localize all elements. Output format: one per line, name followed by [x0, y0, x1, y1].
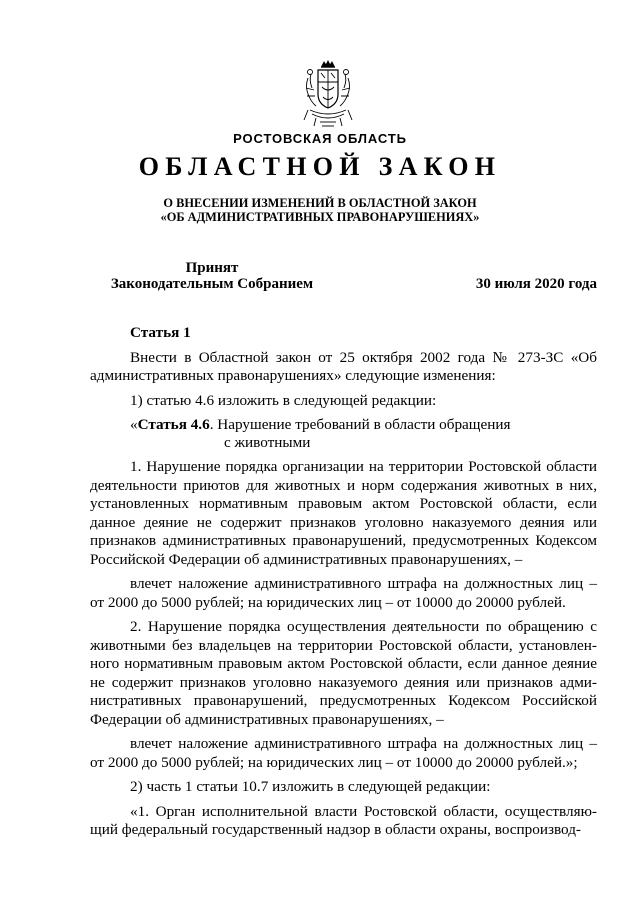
- adopted-label: Принят: [185, 260, 239, 276]
- penalty-2: влечет наложение административного штрафа на должностных лиц – от 2000 до 5000 рублей; на юридических лиц – от 10000 до 20000 рублей.»;: [90, 735, 597, 771]
- subtitle-line-2: «ОБ АДМИНИСТРАТИВНЫХ ПРАВОНАРУШЕНИЯХ»: [160, 210, 480, 224]
- adoption-block: [92, 260, 332, 292]
- article-heading: Статья 1: [130, 324, 191, 341]
- adoption-date: 30 июля 2020 года: [475, 276, 597, 292]
- law-subtitle: [0, 196, 640, 224]
- document-type-title: ОБЛАСТНОЙ ЗАКОН: [138, 152, 502, 181]
- adopted-by: Законодательным Собранием: [110, 276, 314, 292]
- document-body: [90, 324, 597, 846]
- region-name: РОСТОВСКАЯ ОБЛАСТЬ: [233, 131, 407, 146]
- quoted-article-label: Статья 4.6: [137, 416, 210, 433]
- quoted-article-title-2: с животными: [224, 434, 311, 451]
- coat-of-arms-emblem: [302, 60, 354, 128]
- point-2: 2. Нарушение порядка осуществления деятельности по обращению с животными без владельцев на территории Ростовской области, установлен-ного нормативным правовым актом Ростовской области, если данное деяние не содержит признаков уголовно наказуемого деяния или признаков адми-нистративных правонарушений, предусмотренных Кодексом Российской Федерации об административных правонарушениях, –: [90, 618, 597, 728]
- article-intro: Внести в Областной закон от 25 октября 2002 года № 273-ЗС «Об административных правонарушениях» следующие изменения:: [90, 348, 597, 384]
- subtitle-line-1: О ВНЕСЕНИИ ИЗМЕНЕНИЙ В ОБЛАСТНОЙ ЗАКОН: [163, 196, 477, 210]
- point-1: 1. Нарушение порядка организации на территории Ростовской области деятельности приютов для животных и норм содержания животных в них, установленных нормативным правовым актом Ростовской области, если данное деяние не содержит признаков уголовно наказуемого деяния или признаков административных правонарушений, предусмотренных Кодексом Российской Федерации об административных правонарушениях, –: [90, 458, 597, 568]
- quoted-article-title-1: . Нарушение требований в области обращения: [209, 416, 511, 433]
- amendment-item-2-text: «1. Орган исполнительной власти Ростовской области, осуществляю-щий федеральный государственный надзор в области охраны, воспроизвод-: [90, 802, 597, 838]
- penalty-1: влечет наложение административного штрафа на должностных лиц – от 2000 до 5000 рублей; на юридических лиц – от 10000 до 20000 рублей.: [90, 575, 597, 611]
- amendment-item-2: 2) часть 1 статьи 10.7 изложить в следующей редакции:: [130, 778, 491, 795]
- quote-open-mark: «: [130, 416, 138, 433]
- quoted-article-title: [130, 416, 597, 452]
- amendment-item-1: 1) статью 4.6 изложить в следующей редакции:: [130, 391, 437, 409]
